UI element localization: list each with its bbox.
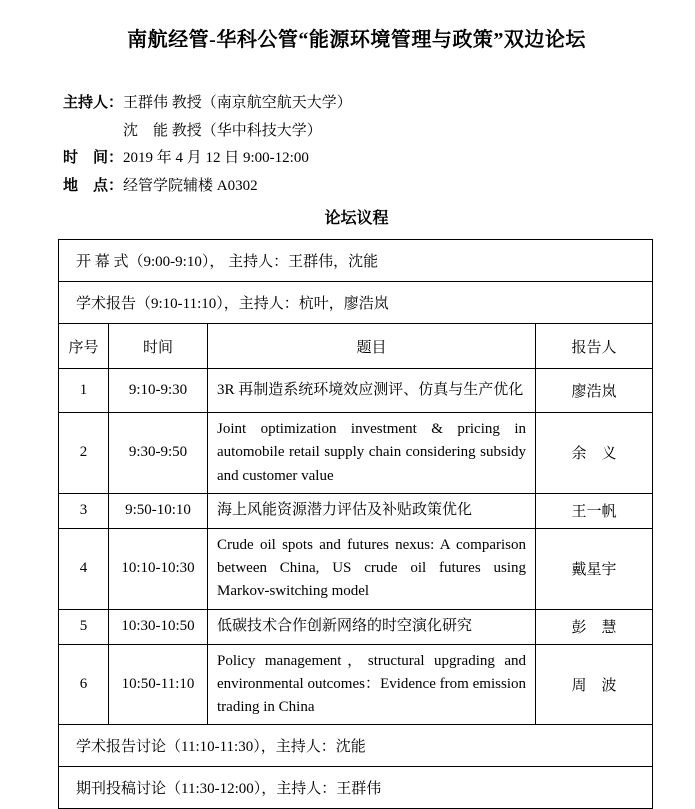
row-speaker: 戴星宇 bbox=[536, 528, 653, 609]
row-title: Crude oil spots and futures nexus: A comparison between China, US crude oil futures using Markov-switching model bbox=[208, 528, 536, 609]
host-2-value: 沈 能 教授（华中科技大学） bbox=[123, 122, 322, 139]
host-1-value: 王群伟 教授（南京航空航天大学） bbox=[123, 95, 352, 111]
row-time: 9:10-9:30 bbox=[109, 369, 208, 413]
journal-row bbox=[59, 767, 653, 809]
time-line bbox=[58, 145, 655, 173]
column-header-speaker: 报告人 bbox=[536, 324, 653, 369]
forum-info-block bbox=[58, 90, 655, 200]
row-title: Joint optimization investment & pricing in automobile retail supply chain considering subsidy and customer value bbox=[208, 413, 536, 494]
host-line-2 bbox=[58, 118, 655, 146]
row-no: 1 bbox=[59, 369, 109, 413]
time-label: 时 间： bbox=[63, 150, 124, 166]
row-speaker: 廖浩岚 bbox=[536, 369, 653, 413]
column-header-no: 序号 bbox=[59, 324, 109, 369]
row-time: 10:30-10:50 bbox=[109, 609, 208, 644]
row-no: 4 bbox=[59, 528, 109, 609]
host-line-1 bbox=[58, 90, 655, 118]
table-header-row bbox=[59, 324, 653, 369]
row-speaker: 王一帆 bbox=[536, 493, 653, 528]
table-row bbox=[59, 528, 653, 609]
discussion-text: 学术报告讨论（11:10-11:30），主持人：沈能 bbox=[59, 725, 653, 767]
row-title: 海上风能资源潜力评估及补贴政策优化 bbox=[208, 493, 536, 528]
row-title: 低碳技术合作创新网络的时空演化研究 bbox=[208, 609, 536, 644]
row-no: 3 bbox=[59, 493, 109, 528]
row-time: 10:50-11:10 bbox=[109, 644, 208, 725]
row-no: 2 bbox=[59, 413, 109, 494]
agenda-table bbox=[58, 239, 653, 809]
row-no: 6 bbox=[59, 644, 109, 725]
agenda-heading: 论坛议程 bbox=[324, 210, 389, 227]
discussion-row bbox=[59, 725, 653, 767]
session-text: 学术报告（9:10-11:10），主持人：杭叶，廖浩岚 bbox=[59, 282, 653, 324]
venue-label: 地 点： bbox=[63, 177, 124, 194]
session-row bbox=[59, 282, 653, 324]
table-row bbox=[59, 609, 653, 644]
opening-ceremony-row bbox=[59, 240, 653, 282]
row-speaker: 余 义 bbox=[536, 413, 653, 494]
venue-value: 经管学院辅楼 A0302 bbox=[123, 177, 258, 194]
journal-text: 期刊投稿讨论（11:30-12:00），主持人：王群伟 bbox=[59, 767, 653, 809]
table-row bbox=[59, 413, 653, 494]
row-time: 9:30-9:50 bbox=[109, 413, 208, 494]
row-title: 3R 再制造系统环境效应测评、仿真与生产优化 bbox=[208, 369, 536, 413]
table-row bbox=[59, 493, 653, 528]
column-header-title: 题目 bbox=[208, 324, 536, 369]
time-value: 2019 年 4 月 12 日 9:00-12:00 bbox=[123, 150, 309, 166]
venue-line bbox=[58, 173, 655, 201]
opening-ceremony-text: 开 幕 式（9:00-9:10）， 主持人：王群伟，沈能 bbox=[59, 240, 653, 282]
column-header-time: 时间 bbox=[109, 324, 208, 369]
row-speaker: 周 波 bbox=[536, 644, 653, 725]
row-time: 10:10-10:30 bbox=[109, 528, 208, 609]
page-title: 南航经管-华科公管“能源环境管理与政策”双边论坛 bbox=[127, 29, 586, 51]
host-label: 主持人： bbox=[63, 95, 124, 111]
row-time: 9:50-10:10 bbox=[109, 493, 208, 528]
row-title: Policy management，structural upgrading and environmental outcomes：Evidence from emission trading in China bbox=[208, 644, 536, 725]
table-row bbox=[59, 644, 653, 725]
row-no: 5 bbox=[59, 609, 109, 644]
row-speaker: 彭 慧 bbox=[536, 609, 653, 644]
table-row bbox=[59, 369, 653, 413]
